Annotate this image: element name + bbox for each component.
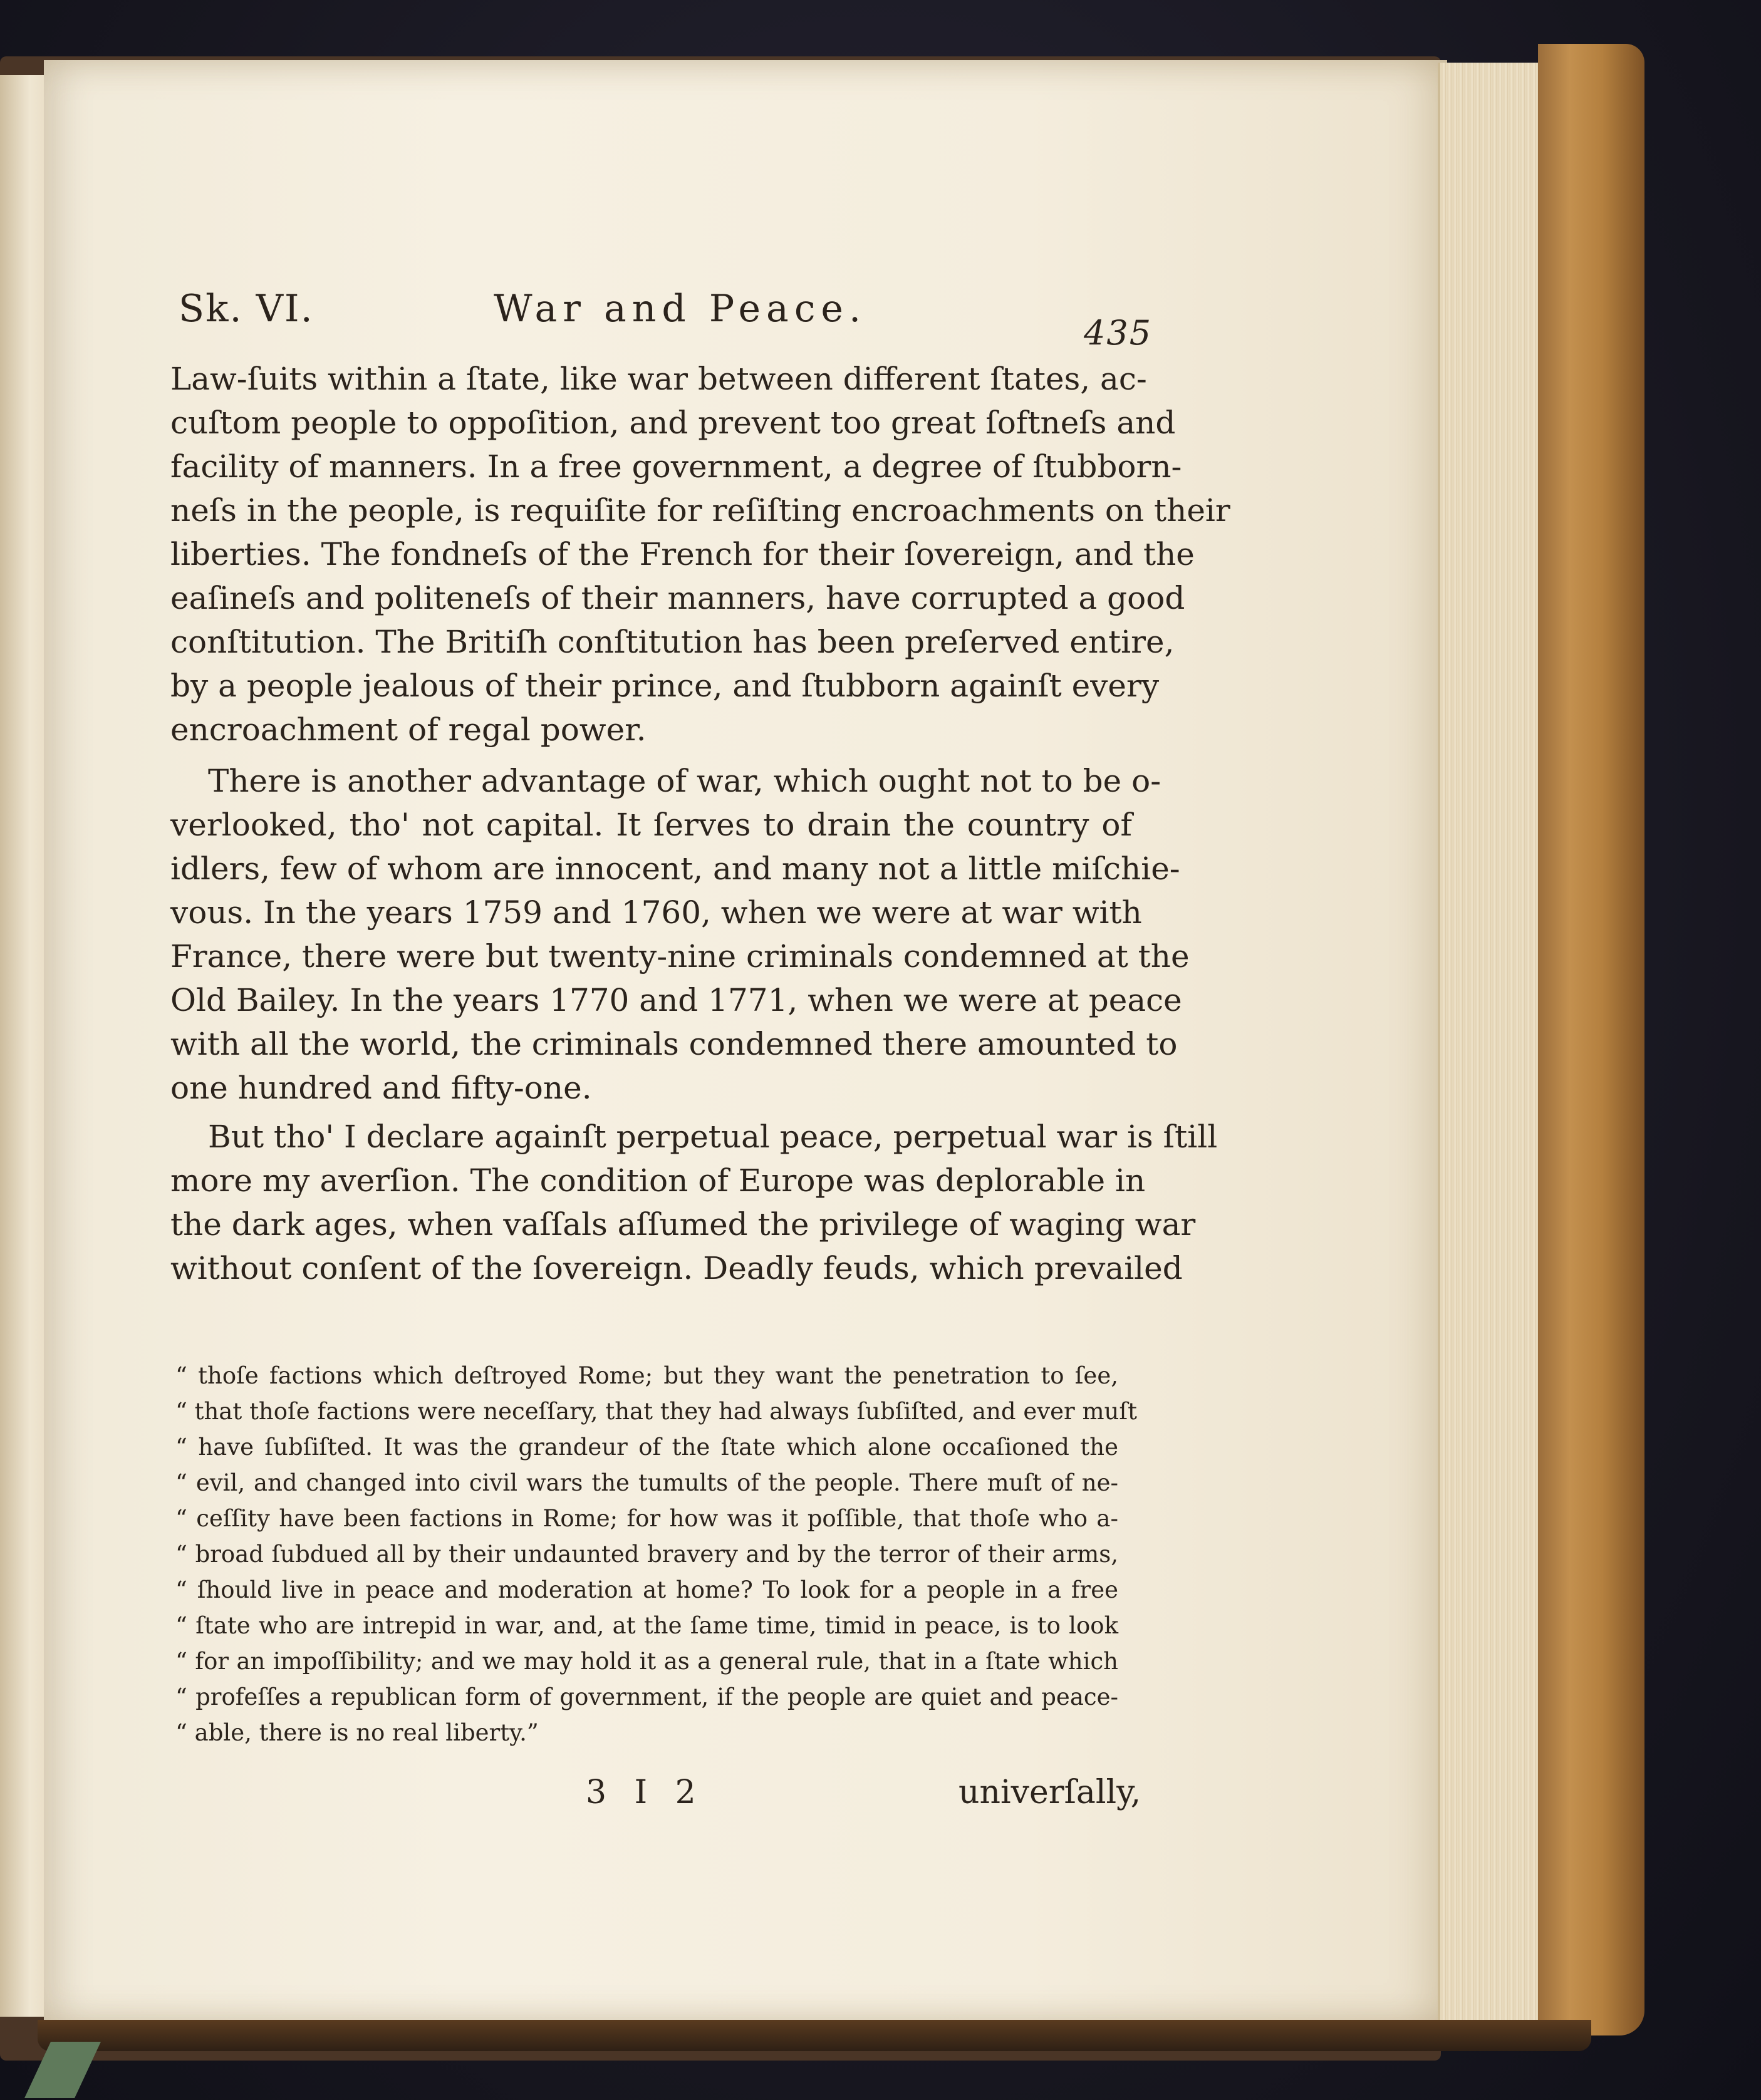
body-line: Law-ſuits within a ſtate, like war between different ſtates, ac-: [170, 361, 1147, 397]
page-fore-edge: [1438, 63, 1540, 2023]
body-line: idlers, few of whom are innocent, and many not a little miſchie-: [170, 851, 1180, 887]
footnote-line: “ that thoſe factions were neceſſary, that they had always ſubſiſted, and ever muſt: [175, 1398, 1137, 1425]
body-line: vous. In the years 1759 and 1760, when we were at war with: [170, 894, 1142, 931]
page-number: 435: [1084, 313, 1153, 353]
footnote-line: “ ſhould live in peace and moderation at home? To look for a people in a free: [175, 1576, 1118, 1603]
catchword: univerſally,: [958, 1774, 1141, 1811]
footnote-line: “ evil, and changed into civil wars the tumults of the people. There muſt of ne-: [175, 1469, 1118, 1496]
body-line: more my averſion. The condition of Europe was deplorable in: [170, 1162, 1146, 1199]
body-line: verlooked, tho' not capital. It ſerves to drain the country of: [170, 807, 1132, 843]
body-line: But tho' I declare againſt perpetual peace, perpetual war is ſtill: [208, 1119, 1218, 1155]
footnote-line: “ have ſubſiſted. It was the grandeur of the ſtate which alone occaſioned the: [175, 1434, 1118, 1461]
body-line: with all the world, the criminals condemned there amounted to: [170, 1026, 1178, 1062]
leather-cover-edge: [1538, 44, 1644, 2035]
body-line: Old Bailey. In the years 1770 and 1771, when we were at peace: [170, 982, 1182, 1018]
footnote-line: “ thoſe factions which deſtroyed Rome; but they want the penetration to ſee,: [175, 1362, 1118, 1389]
body-line: encroachment of regal power.: [170, 711, 647, 748]
body-line: neſs in the people, is requiſite for reſiſting encroachments on their: [170, 492, 1230, 529]
cover-bottom-edge: [38, 2020, 1591, 2051]
footnote-line: “ for an impoſſibility; and we may hold it as a general rule, that in a ſtate which: [175, 1648, 1118, 1675]
body-line: by a people jealous of their prince, and ſtubborn againſt every: [170, 668, 1160, 704]
body-line: facility of manners. In a free government, a degree of ſtubborn-: [170, 448, 1182, 485]
body-line: liberties. The fondneſs of the French for their ſovereign, and the: [170, 536, 1195, 572]
body-line: one hundred and fifty-one.: [170, 1070, 592, 1106]
body-line: without conſent of the ſovereign. Deadly feuds, which prevailed: [170, 1250, 1183, 1286]
body-line: the dark ages, when vaſſals aſſumed the privilege of waging war: [170, 1206, 1196, 1243]
footnote-line: “ ceſſity have been factions in Rome; for how was it poſſible, that thoſe who a-: [175, 1505, 1118, 1532]
footnote-line: “ ſtate who are intrepid in war, and, at the ſame time, timid in peace, is to look: [175, 1612, 1118, 1639]
body-line: France, there were but twenty-nine criminals condemned at the: [170, 938, 1190, 975]
footnote-line: “ able, there is no real liberty.”: [175, 1719, 539, 1746]
body-line: There is another advantage of war, which ought not to be o-: [208, 763, 1161, 799]
body-line: eaſineſs and politeneſs of their manners, have corrupted a good: [170, 580, 1185, 616]
signature-mark: 3 I 2: [586, 1774, 705, 1811]
running-head-title: War and Peace.: [494, 287, 867, 331]
footnote-line: “ broad ſubdued all by their undaunted bravery and by the terror of their arms,: [175, 1541, 1118, 1568]
running-head-section: Sk. VI.: [179, 287, 314, 331]
body-line: conſtitution. The Britiſh conſtitution has been preſerved entire,: [170, 624, 1175, 660]
body-line: cuſtom people to oppoſition, and prevent too great ſoftneſs and: [170, 405, 1176, 441]
footnote-line: “ profeſſes a republican form of government, if the people are quiet and peace-: [175, 1684, 1118, 1710]
